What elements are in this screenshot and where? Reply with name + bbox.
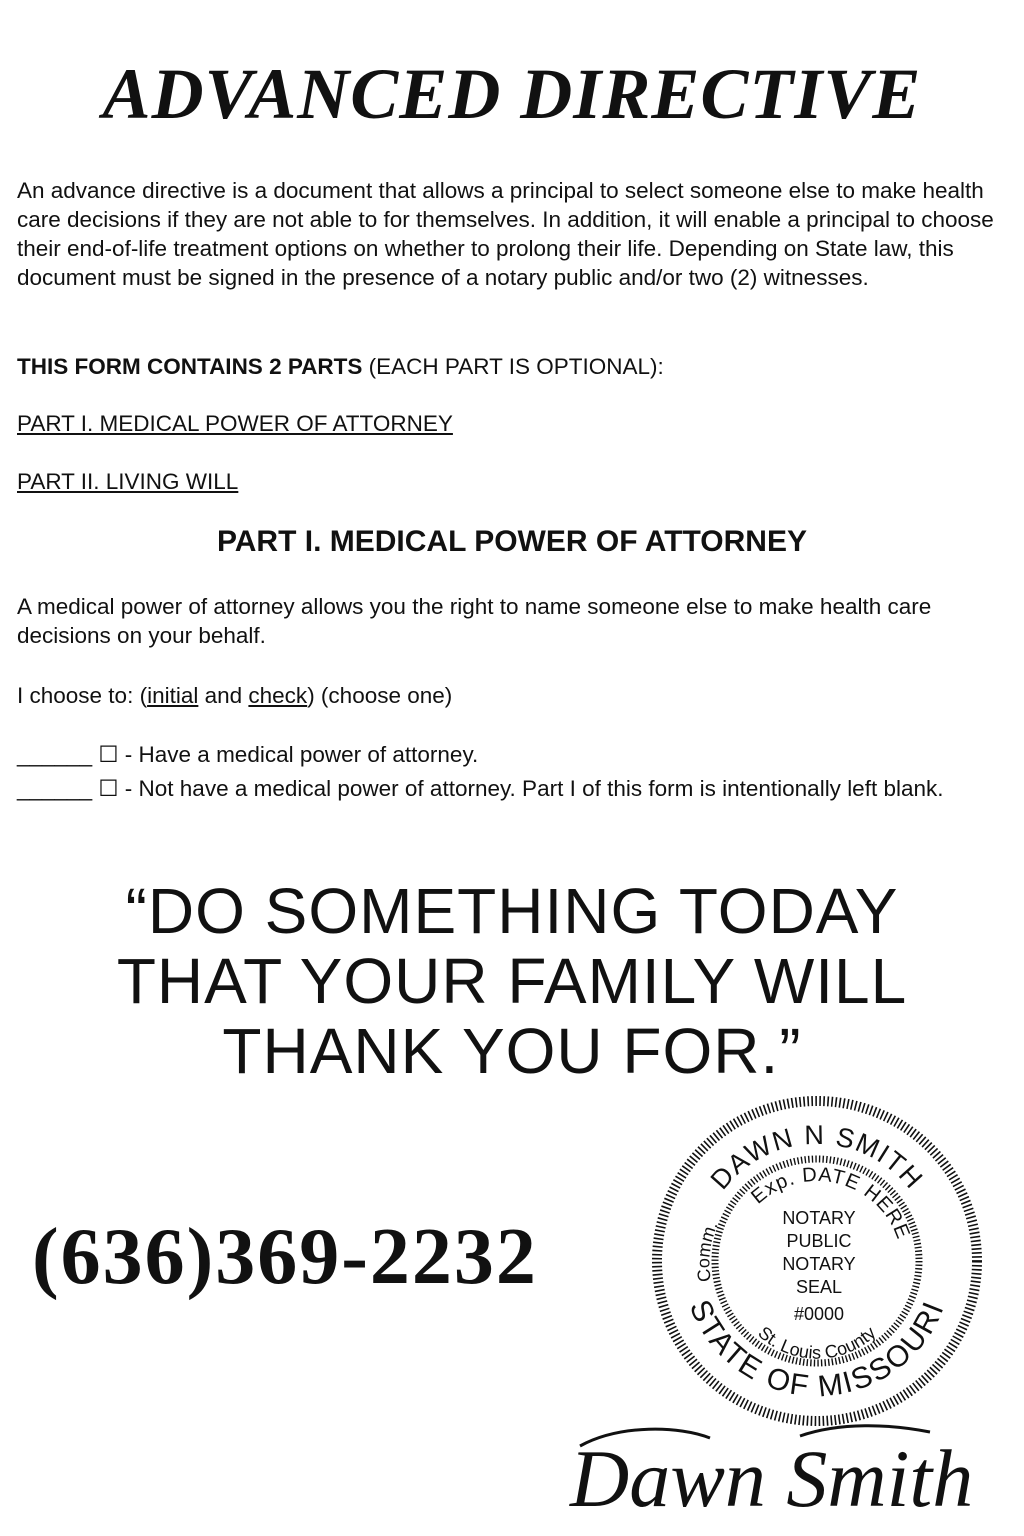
- seal-center-line: SEAL: [795, 1277, 843, 1297]
- parts-statement: [17, 352, 1007, 381]
- seal-center-line: PUBLIC: [786, 1231, 852, 1251]
- choose-prefix: I choose to: (: [17, 683, 148, 708]
- quote-line: THANK YOU FOR.”: [222, 1015, 802, 1087]
- seal-comm: Comm.: [693, 1217, 722, 1284]
- choose-initial: initial: [147, 683, 199, 708]
- parts-statement-bold: THIS FORM CONTAINS 2 PARTS: [17, 354, 363, 379]
- document-title: ADVANCED DIRECTIVE: [102, 54, 922, 134]
- part-one-link[interactable]: PART I. MEDICAL POWER OF ATTORNEY: [17, 411, 453, 436]
- quote-line: THAT YOUR FAMILY WILL: [116, 945, 908, 1017]
- choose-check: check: [248, 683, 308, 708]
- seal-expiration: Exp. DATE HERE: [747, 1163, 915, 1243]
- signature-text: Dawn Smith: [570, 1433, 974, 1524]
- option-not-have-mpoa: [17, 773, 1007, 804]
- section-heading: PART I. MEDICAL POWER OF ATTORNEY: [216, 525, 807, 558]
- phone-number[interactable]: (636)369-2232: [32, 1213, 538, 1301]
- seal-county: St. Louis County: [754, 1322, 880, 1363]
- signature: [560, 1418, 1000, 1536]
- notary-seal: [652, 1096, 982, 1426]
- part-two-link[interactable]: PART II. LIVING WILL: [17, 469, 239, 494]
- option-checkbox[interactable]: ☐: [98, 776, 119, 801]
- choose-suffix: ) (choose one): [307, 683, 453, 708]
- seal-center-line: NOTARY: [782, 1208, 856, 1228]
- mpoa-description: A medical power of attorney allows you the right to name someone else to make health care decisions on your behalf.: [17, 594, 932, 648]
- seal-name: DAWN N SMITH: [704, 1119, 930, 1195]
- parts-statement-rest: (EACH PART IS OPTIONAL):: [362, 354, 664, 379]
- family-quote: [0, 876, 1024, 1086]
- seal-center-line: NOTARY: [782, 1254, 856, 1274]
- option-checkbox[interactable]: ☐: [98, 742, 119, 767]
- seal-center-line: #0000: [793, 1304, 845, 1324]
- option-initial-blank[interactable]: ______: [17, 776, 93, 801]
- choose-and: and: [198, 683, 249, 708]
- option-text: - Not have a medical power of attorney. Part I of this form is intentionally left blank.: [118, 776, 944, 801]
- option-text: - Have a medical power of attorney.: [118, 742, 479, 767]
- option-initial-blank[interactable]: ______: [17, 742, 93, 767]
- seal-state: STATE OF MISSOURI: [682, 1295, 952, 1404]
- quote-line: “DO SOMETHING TODAY: [125, 875, 899, 947]
- option-have-mpoa: [17, 739, 1007, 770]
- intro-paragraph: An advance directive is a document that allows a principal to select someone else to make health care decisions if they are not able to for themselves. In addition, it will enable a principal to choose their end-of-life treatment options on whether to prolong their life. Depending on State law, this document must be signed in the presence of a notary public and/or two (2) witnesses.: [17, 178, 994, 290]
- choose-instruction: [17, 681, 1007, 710]
